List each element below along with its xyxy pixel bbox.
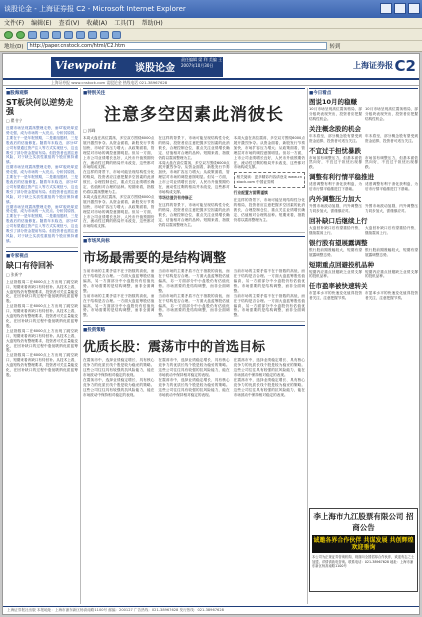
article-body: 在震荡市中，选择业绩稳定增长、具有核心竞争力的优质长线个股是较为稳妥的策略。这些公司往往具有较强的抗风险能力，能在市场波动中保持相对稳定的表现。 [158, 377, 230, 397]
menu-file[interactable]: 文件(F) [4, 20, 25, 27]
news-text: 大盘回补缺口后有望重拾升势，继续震荡上行。 [365, 225, 418, 235]
divider [83, 232, 305, 233]
article-body: 当前市场的主要矛盾不在于指数的高低，而在于结构是否合理。一方面大盘蓝筹股估值偏高，另一方面部分中小盘股仍有估值优势。市场需要的是结构调整，而非全面调整。 [233, 293, 305, 318]
main-headline[interactable]: 注意多空因素此消彼长 [104, 105, 284, 125]
menu-view[interactable]: 查看(V) [58, 20, 80, 27]
section-tag: ■市场风向标 [83, 236, 305, 244]
search-icon[interactable] [64, 31, 73, 39]
article-body: 当前市场的主要矛盾不在于指数的高低，而在于结构是否合理。一方面大盘蓝筹股估值偏高，另一方面部分中小盘股仍有估值优势。市场需要的是结构调整，而非全面调整。 [233, 269, 305, 293]
news-text: 年末将至，部分概念股有望受到资金追捧，投资者可适当关注。 [365, 133, 418, 143]
article-body: 本周大盘在高位震荡，多空双方围绕6000点展开激烈争夺。从资金面看，新股发行节奏加快，市场扩容压力增大；从政策面看，管理层对市场的调控意图明显。但另一方面，上市公司业绩增长良好，人民币升值预期仍在，流动性过剩的格局并未改变，这些都对市场构成支撑。 [233, 136, 305, 170]
news-title[interactable]: 关注概念股的机会 [309, 124, 361, 133]
menu-help[interactable]: 帮助(H) [141, 20, 163, 27]
masthead-section: 谈股论金 [135, 63, 175, 74]
address-label: 地址(D) [4, 44, 24, 50]
article-headline[interactable]: 优质长股：震荡市中的首选目标 [83, 340, 266, 356]
article-body: 在这样的背景下，市场可能呈现结构性分化的格局，投资者应注意把握多空因素的此消彼长，合理控制仓位，重点关注业绩增长确定、估值相对合理的品种。短期来看，指数仍将以震荡整理为主。 [83, 170, 155, 194]
news-text: 适度调整有利于消化获利盘，为后市行情平稳推进打下基础。 [309, 182, 362, 192]
article-byline: □ 郭峰 [83, 128, 96, 133]
window-title: 谈股论金 - 上海证券报 C2 - Microsoft Internet Explorer [4, 5, 186, 13]
news-title[interactable]: 调整有利行情平稳推进 [309, 173, 374, 182]
window-controls [380, 3, 420, 14]
article-columns [83, 358, 305, 397]
article-subhead: 行业配置方面需谨慎 [233, 190, 268, 196]
article-columns [83, 269, 305, 318]
page-footer: 上海证券报社出版 本报地址：上海市浦东新区杨高南路1100号 邮编：200127 广告热线：021-38967628 发行热线：021-38967628 [3, 606, 419, 614]
news-item [309, 261, 418, 280]
article-body: 上证指数周二在6000点上方出现了跳空缺口，短期来看该缺口有待回补。从技术上看，大盘短线仍有整理要求，投资者可关注量能变化，在回补缺口的过程中逢低吸纳优质蓝筹股。 [6, 328, 78, 353]
address-bar [0, 41, 422, 52]
article-byline: □ 瞿书宁 [6, 118, 23, 123]
article-body: 近期市场呈现震荡整理走势，而ST板块却逆势走强，成为市场的一大亮点。分析其原因，主要在于一是年报预期，二是重组题材，三是股改后的估值修复。随着年末临近，部分ST公司有望通过资产注入等方式实现扭亏，这也吸引了部分资金提前布局。但投资者也需注意风险，对于缺乏实质性重组的个股应保持谨慎。 [6, 126, 78, 165]
home-icon[interactable] [52, 31, 61, 39]
maximize-button[interactable] [394, 3, 406, 14]
divider [6, 247, 78, 248]
history-icon[interactable] [88, 31, 97, 39]
news-item [309, 282, 418, 301]
news-text: 市场虽有调整压力，但基本面依然向好，不宜过于担忧出现暴跌。 [309, 155, 362, 170]
ad-title: 李上海市九江股票有限公司 招商公告 [313, 512, 414, 532]
news-title[interactable]: 银行股有望展露调整 [309, 238, 368, 247]
article-body: 本周大盘在高位震荡，多空双方围绕6000点展开激烈争夺。从资金面看，新股发行节奏加快，市场扩容压力增大；从政策面看，管理层对市场的调控意图明显。但另一方面，上市公司业绩增长良好，人民币升值预期仍在，流动性过剩的格局并未改变，这些都对市场构成支撑。 [83, 194, 155, 229]
section-tag: ■股海观察 [6, 88, 78, 96]
page-number: C2 [394, 57, 416, 75]
article-byline: □ 张新宇 [6, 271, 23, 277]
forward-icon[interactable] [16, 31, 25, 39]
news-text: 外围市场波动加剧，内外调整压力同步加大，需谨慎应对。 [365, 204, 418, 213]
news-text: 银行股前期涨幅较大，短期有望展露调整态势。 [309, 247, 362, 257]
close-button[interactable] [408, 3, 420, 14]
article-body: 当前市场的主要矛盾不在于指数的高低，而在于结构是否合理。一方面大盘蓝筹股估值偏高，另一方面部分中小盘股仍有估值优势。市场需要的是结构调整，而非全面调整。 [83, 293, 155, 318]
ad-body: 本公司为正规证券咨询机构，现面向全国招募合作伙伴，欢迎有志之士加盟。详情请致电咨询。联系电话：021-38967628 地址：上海市浦东新区杨高南路1100号 [312, 555, 415, 569]
news-item [309, 195, 418, 214]
related-reading-box [234, 172, 305, 188]
news-title[interactable]: 内外调整压力加大 [309, 195, 361, 204]
section-tag: ■今日看点 [309, 88, 418, 96]
news-item [309, 217, 418, 236]
news-text: 银行股前期涨幅较大，短期有望展露调整态势。 [365, 247, 418, 257]
news-title[interactable]: 短期重点回避投机品种 [309, 260, 374, 269]
column-divider [307, 88, 308, 604]
article-body: 在这样的背景下，市场可能呈现结构性分化的格局，投资者应注意把握多空因素的此消彼长，合理控制仓位，重点关注业绩增长确定、估值相对合理的品种。短期来看，指数仍将以震荡整理为主。 [233, 198, 305, 222]
news-text: 年末将至，部分概念股有望受到资金追捧，投资者可适当关注。 [309, 133, 362, 143]
right-column [309, 88, 418, 304]
newspaper-page [2, 53, 420, 615]
advertisement[interactable] [309, 508, 418, 592]
article-body: 本周大盘在高位震荡，多空双方围绕6000点展开激烈争夺。从资金面看，新股发行节奏加快，市场扩容压力增大；从政策面看，管理层对市场的调控意图明显。但另一方面，上市公司业绩增长良好，人民币升值预期仍在，流动性过剩的格局并未改变，这些都对市场构成支撑。 [83, 136, 155, 170]
menu-bar [0, 18, 422, 29]
news-text: 外围市场波动加剧，内外调整压力同步加大，需谨慎应对。 [309, 204, 362, 213]
news-text: 10月市场呈现高位震荡格局，部分板块表现突出，投资者应把握结构性机会。 [365, 107, 418, 121]
news-text: 市场虽有调整压力，但基本面依然向好，不宜过于担忧出现暴跌。 [365, 155, 418, 170]
masthead-paper-name: 上海证券报 [353, 60, 393, 70]
news-text: 市盈率水平的快速变化值得投资者关注，注意把握节奏。 [365, 291, 418, 301]
menu-edit[interactable]: 编辑(E) [31, 20, 52, 27]
section-tag: ■特别关注 [83, 88, 305, 96]
masthead-info: 责任编辑 梁 利 美编 王 冲 电话 021-38967628 2007年10月30日 [181, 57, 268, 68]
article-columns [83, 136, 305, 229]
article-subhead: 市场估值仍有待修正 [158, 194, 193, 200]
go-button[interactable]: 转到 [329, 44, 341, 50]
back-icon[interactable] [4, 31, 13, 39]
news-item [309, 147, 418, 171]
masthead [3, 54, 419, 80]
article-body: 上证指数周二在6000点上方出现了跳空缺口，短期来看该缺口有待回补。从技术上看，大盘短线仍有整理要求，投资者可关注量能变化，在回补缺口的过程中逢低吸纳优质蓝筹股。 [6, 279, 78, 304]
news-title[interactable]: 回补缺口后继续上行 [309, 216, 368, 225]
article-body: 本周大盘在高位震荡，多空双方围绕6000点展开激烈争夺。从资金面看，新股发行节奏加快，市场扩容压力增大；从政策面看，管理层对市场的调控意图明显。但另一方面，上市公司业绩增长良好，人民币升值预期仍在，流动性过剩的格局并未改变，这些都对市场构成支撑。 [158, 160, 230, 194]
news-item [309, 98, 418, 122]
article-body: 在震荡市中，选择业绩稳定增长、具有核心竞争力的优质长线个股是较为稳妥的策略。这些公司往往具有较强的抗风险能力，能在市场波动中保持相对稳定的表现。 [83, 358, 155, 377]
news-text: 短期内应重点回避缺乏业绩支撑的投机品种。 [309, 269, 362, 279]
news-title[interactable]: 任市盈率被快速转关 [309, 282, 368, 291]
refresh-icon[interactable] [40, 31, 49, 39]
news-item [309, 125, 418, 144]
left-column [6, 88, 78, 378]
favorites-icon[interactable] [76, 31, 85, 39]
mail-icon[interactable] [100, 31, 109, 39]
masthead-italic-title: Viewpoint [55, 59, 117, 72]
news-text: 大盘回补缺口后有望重拾升势，继续震荡上行。 [309, 225, 362, 235]
ad-banner: 诚邀各界合作伙伴 共谋发展 共创辉煌 欢迎垂询 [313, 537, 414, 551]
news-text: 短期内应重点回避缺乏业绩支撑的投机品种。 [365, 269, 418, 279]
window-titlebar [0, 0, 422, 18]
news-title[interactable]: 不宜过于担忧暴跌 [309, 146, 361, 155]
menu-tools[interactable]: 工具(T) [114, 20, 135, 27]
article-body: 当前市场的主要矛盾不在于指数的高低，而在于结构是否合理。一方面大盘蓝筹股估值偏高，另一方面部分中小盘股仍有估值优势。市场需要的是结构调整，而非全面调整。 [83, 269, 155, 293]
section-tag: ■专家视点 [6, 251, 78, 259]
article-body: 在震荡市中，选择业绩稳定增长、具有核心竞争力的优质长线个股是较为稳妥的策略。这些公司往往具有较强的抗风险能力，能在市场波动中保持相对稳定的表现。 [158, 358, 230, 377]
news-item [309, 239, 418, 258]
article-body: 近期市场呈现震荡整理走势，而ST板块却逆势走强，成为市场的一大亮点。分析其原因，主要在于一是年报预期，二是重组题材，三是股改后的估值修复。随着年末临近，部分ST公司有望通过资产注入等方式实现扭亏，这也吸引了部分资金提前布局。但投资者也需注意风险，对于缺乏实质性重组的个股应保持谨慎。 [6, 165, 78, 204]
article-body: 在这样的背景下，市场可能呈现结构性分化的格局，投资者应注意把握多空因素的此消彼长，合理控制仓位，重点关注业绩增长确定、估值相对合理的品种。短期来看，指数仍将以震荡整理为主。 [158, 136, 230, 160]
divider [83, 321, 305, 322]
article-body: 在这样的背景下，市场可能呈现结构性分化的格局，投资者应注意把握多空因素的此消彼长，合理控制仓位，重点关注业绩增长确定、估值相对合理的品种。短期来看，指数仍将以震荡整理为主。 [158, 202, 230, 227]
news-title[interactable]: 图说10月的稳赚 [309, 98, 358, 106]
stop-icon[interactable] [28, 31, 37, 39]
menu-favorites[interactable]: 收藏(A) [86, 20, 108, 27]
article-body: 在震荡市中，选择业绩稳定增长、具有核心竞争力的优质长线个股是较为稳妥的策略。这些公司往往具有较强的抗风险能力，能在市场波动中保持相对稳定的表现。 [83, 377, 155, 397]
article-body: 在震荡市中，选择业绩稳定增长、具有核心竞争力的优质长线个股是较为稳妥的策略。这些公司往往具有较强的抗风险能力，能在市场波动中保持相对稳定的表现。 [233, 358, 305, 377]
section-tag: ■投资策略 [83, 325, 305, 333]
article-headline[interactable]: 缺口有待回补 [6, 260, 54, 270]
news-text: 适度调整有利于消化获利盘，为后市行情平稳推进打下基础。 [365, 182, 418, 192]
masthead-subline: 上海证券报 www.cnstock.com 谈股论金 热线电话 021-38967628 [3, 80, 419, 86]
main-column [83, 88, 305, 398]
article-body: 在震荡市中，选择业绩稳定增长、具有核心竞争力的优质长线个股是较为稳妥的策略。这些公司往往具有较强的抗风险能力，能在市场波动中保持相对稳定的表现。 [233, 377, 305, 397]
article-body: 上证指数周二在6000点上方出现了跳空缺口，短期来看该缺口有待回补。从技术上看，大盘短线仍有整理要求，投资者可关注量能变化，在回补缺口的过程中逢低吸纳优质蓝筹股。 [6, 304, 78, 328]
article-body: 上证指数周二在6000点上方出现了跳空缺口，短期来看该缺口有待回补。从技术上看，大盘短线仍有整理要求，投资者可关注量能变化，在回补缺口的过程中逢低吸纳优质蓝筹股。 [6, 353, 78, 377]
related-reading[interactable]: 相关阅读：更多精彩内容请登录 www.cnstock.com 中国证券网 [236, 175, 302, 185]
print-icon[interactable] [112, 31, 121, 39]
news-text: 10月市场呈现高位震荡格局，部分板块表现突出，投资者应把握结构性机会。 [309, 107, 362, 121]
browser-toolbar [0, 29, 422, 41]
article-body: 近期市场呈现震荡整理走势，而ST板块却逆势走强，成为市场的一大亮点。分析其原因，主要在于一是年报预期，二是重组题材，三是股改后的估值修复。随着年末临近，部分ST公司有望通过资产注入等方式实现扭亏，这也吸引了部分资金提前布局。但投资者也需注意风险，对于缺乏实质性重组的个股应保持谨慎。 [6, 204, 78, 243]
address-input[interactable]: http://paper.cnstock.com/html/C2.htm [27, 42, 327, 50]
column-divider [80, 88, 81, 604]
minimize-button[interactable] [380, 3, 392, 14]
news-text: 市盈率水平的快速变化值得投资者关注，注意把握节奏。 [309, 291, 362, 301]
news-item [309, 173, 418, 192]
article-body: 当前市场的主要矛盾不在于指数的高低，而在于结构是否合理。一方面大盘蓝筹股估值偏高，另一方面部分中小盘股仍有估值优势。市场需要的是结构调整，而非全面调整。 [158, 269, 230, 293]
article-body: 当前市场的主要矛盾不在于指数的高低，而在于结构是否合理。一方面大盘蓝筹股估值偏高，另一方面部分中小盘股仍有估值优势。市场需要的是结构调整，而非全面调整。 [158, 293, 230, 318]
article-headline[interactable]: ST板块何以逆势走强 [6, 98, 74, 116]
article-headline[interactable]: 市场最需要的是结构调整 [83, 251, 227, 267]
